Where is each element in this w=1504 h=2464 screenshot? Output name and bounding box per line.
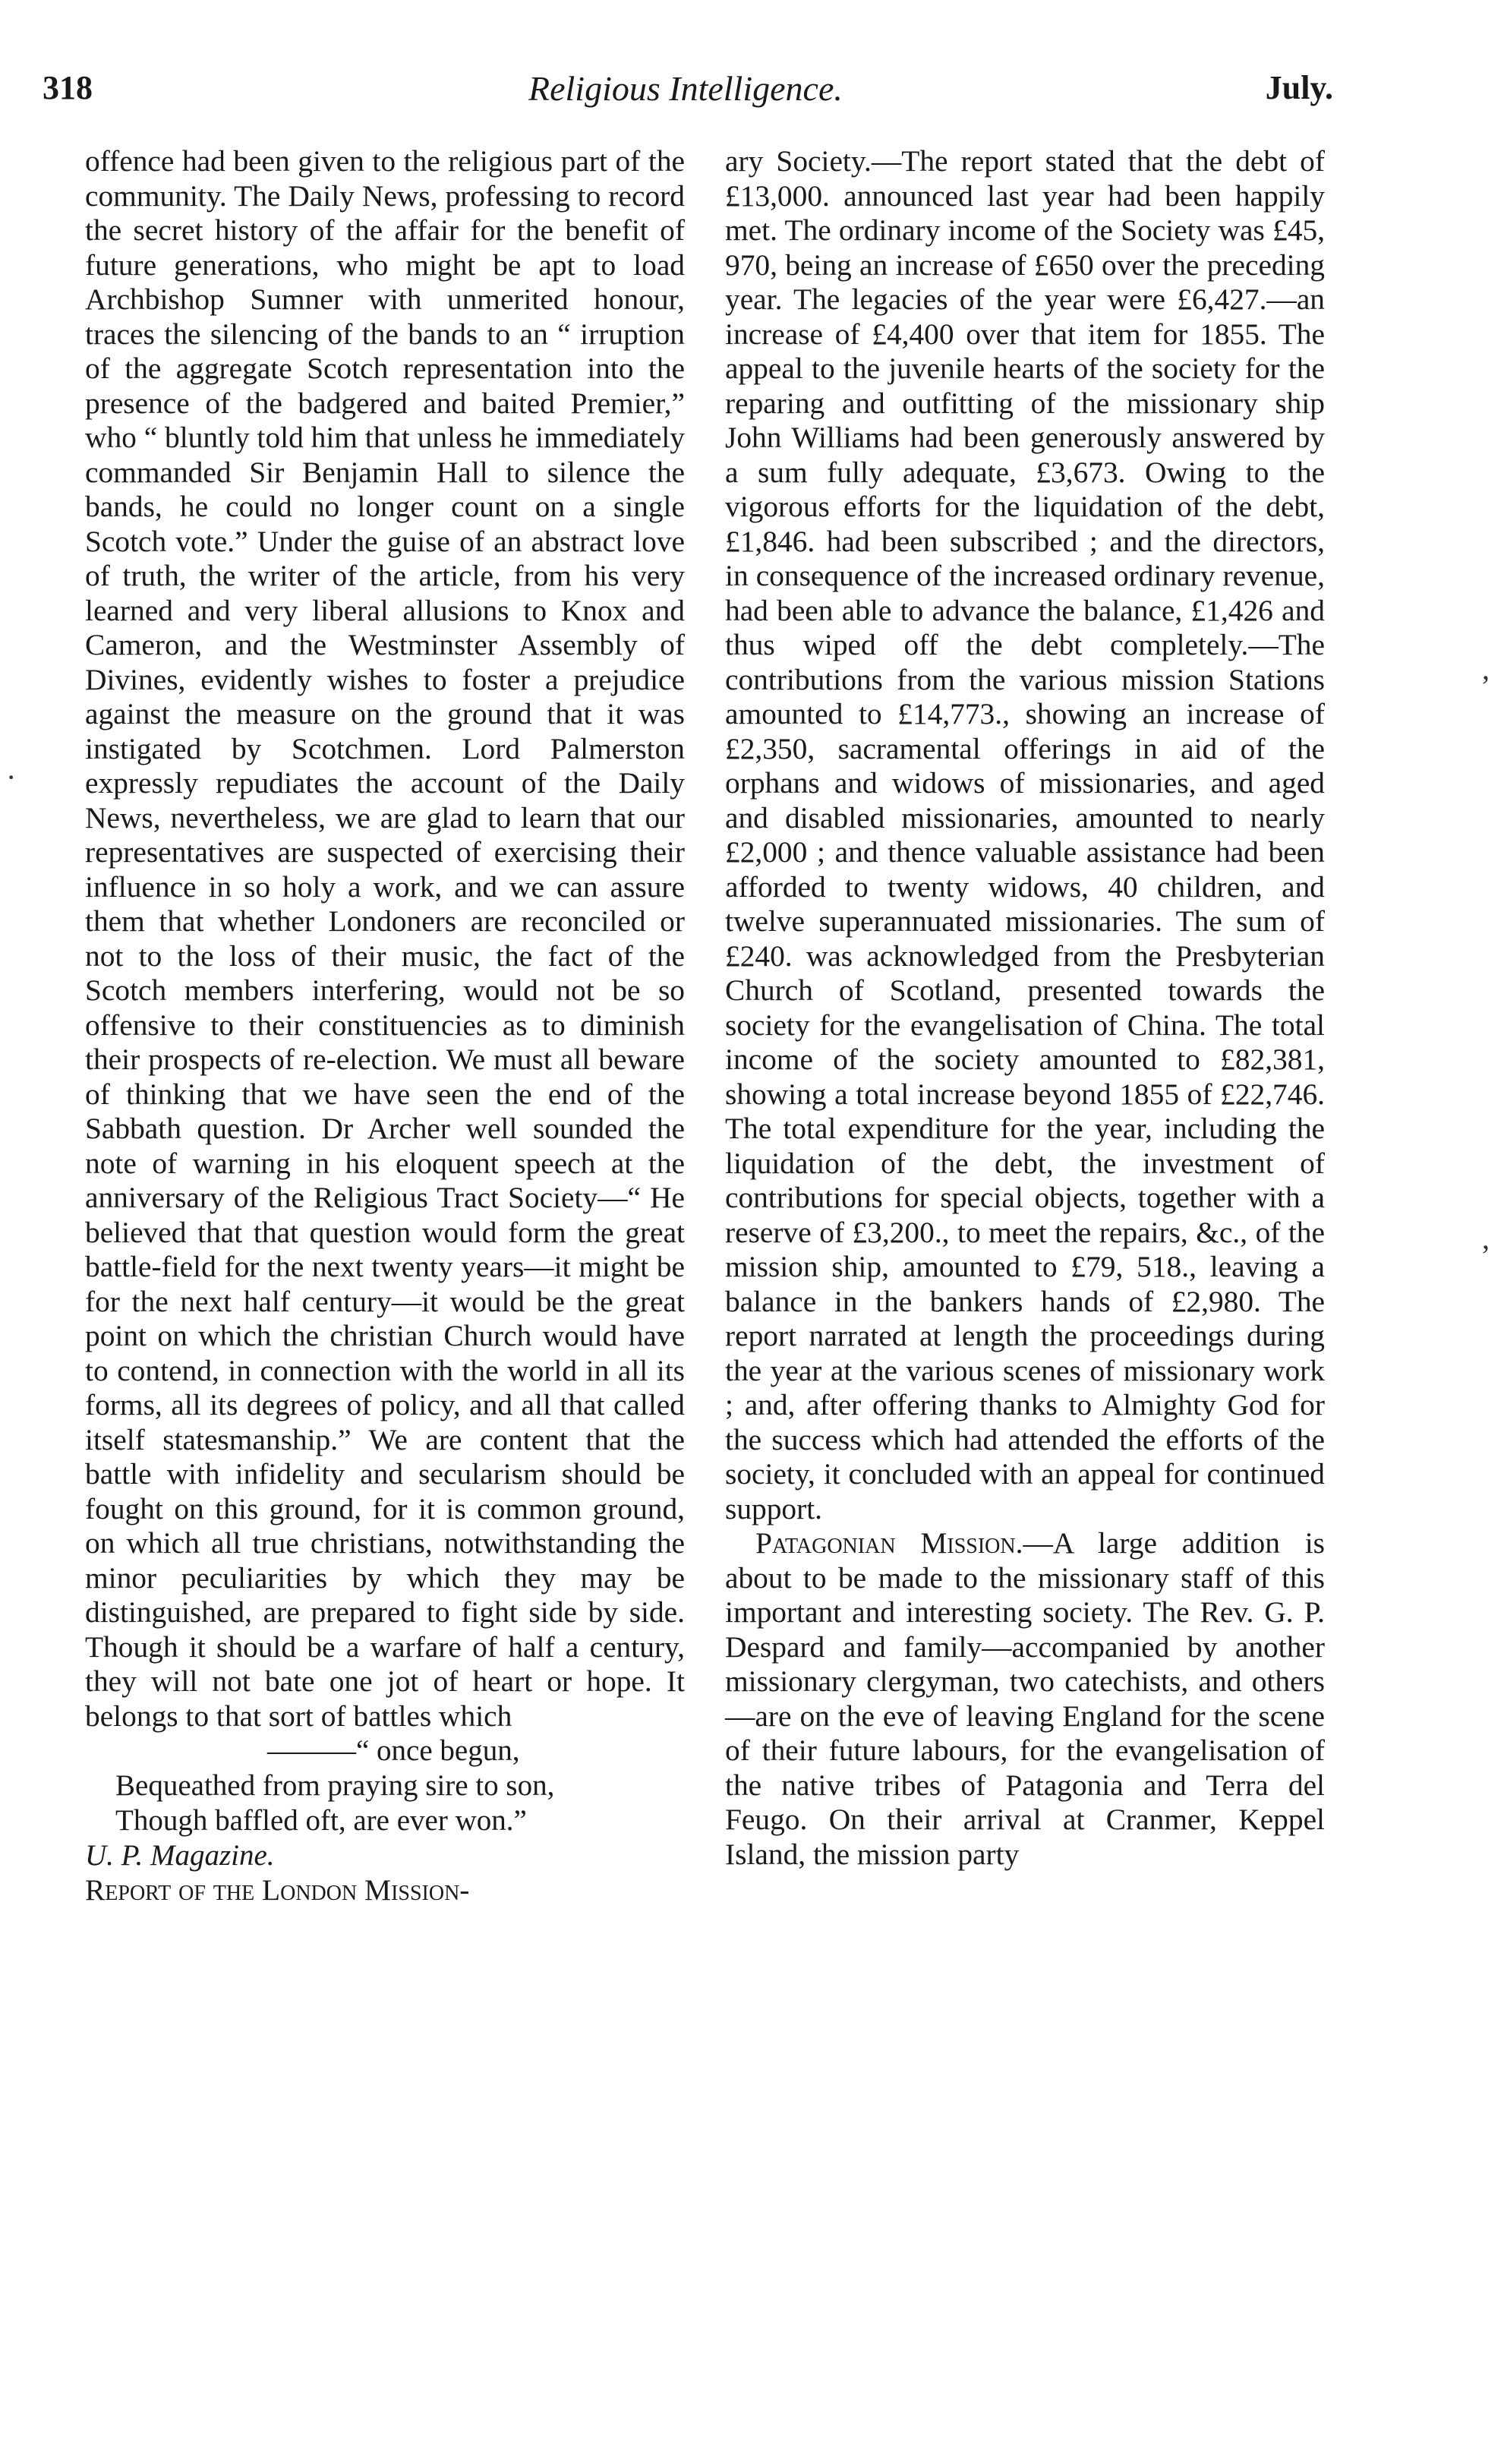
patagonian-mission-heading: Patagonian Mission. xyxy=(755,1526,1023,1560)
running-month: July. xyxy=(1265,69,1333,106)
patagonian-mission-text: —A large addition is about to be made to the missionary staff of this important and interesting society. The Rev. G. P. Despard and family—accompanied by another missionary clergyman, two catechists, and others—are on the eve of leaving England for the scene of their future labours, for the evangelisation of the native tribes of Patagonia and Terra del Feugo. On their arrival at Cranmer, Keppel Island, the mission party xyxy=(725,1526,1325,1871)
running-head xyxy=(43,68,1333,121)
page-number: 318 xyxy=(43,69,93,106)
verse-line-1: ———“ once begun, xyxy=(267,1734,520,1767)
right-column xyxy=(725,144,1325,1872)
verse-attribution: U. P. Magazine. xyxy=(85,1839,275,1872)
margin-mark: ’ xyxy=(1480,669,1491,703)
left-paragraph: offence had been given to the religious part of the community. The Daily News, professing to record the secret history of the affair for the benefit of future generations, who might be apt to load Archbishop Sumner with unmerited honour, traces the silencing of the bands to an “ irruption of the aggregate Scotch representation into the presence of the badgered and baited Premier,” who “ bluntly told him that unless he immediately commanded Sir Benjamin Hall to silence the bands, he could no longer count on a single Scotch vote.” Under the guise of an abstract love of truth, the writer of the article, from his very learned and very liberal allusions to Knox and Cameron, and the Westminster Assembly of Divines, evidently wishes to foster a prejudice against the measure on the ground that it was instigated by Scotchmen. Lord Palmerston expressly repudiates the account of the Daily News, nevertheless, we are glad to learn that our representatives are suspected of exercising their influence in so holy a work, and we can assure them that whether Londoners are reconciled or not to the loss of their music, the fact of the Scotch members interfering, would not be so offensive to their constituencies as to diminish their prospects of re-election. We must all beware of thinking that we have seen the end of the Sabbath question. Dr Archer well sounded the note of warning in his eloquent speech at the anniversary of the Religious Tract Society—“ He believed that that question would form the great battle-field for the next twenty years—it might be for the next half century—it would be the great point on which the christian Church would have to contend, in connection with the world in all its forms, all its degrees of policy, and all that called itself statesmanship.” We are content that the battle with infidelity and secularism should be fought on this ground, for it is common ground, on which all true christians, notwithstanding the minor peculiarities by which they may be distinguished, are prepared to fight side by side. Though it should be a warfare of half a century, they will not bate one jot of heart or hope. It belongs to that sort of battles which xyxy=(85,144,685,1733)
report-heading: Report of the London Mission- xyxy=(85,1873,470,1907)
london-mission-report: ary Society.—The report stated that the debt of £13,000. announced last year had been happily met. The ordinary income of the Society was £45, 970, being an increase of £650 over the preceding year. The legacies of the year were £6,427.—an increase of £4,400 over that item for 1855. The appeal to the juvenile hearts of the society for the reparing and outfitting of the missionary ship John Williams had been generously answered by a sum fully adequate, £3,673. Owing to the vigorous efforts for the liquidation of the debt, £1,846. had been subscribed ; and the directors, in consequence of the increased ordinary revenue, had been able to advance the balance, £1,426 and thus wiped off the debt completely.—The contributions from the various mission Stations amounted to £14,773., showing an increase of £2,350, sacramental offerings in aid of the orphans and widows of missionaries, and aged and disabled missionaries, amounted to nearly £2,000 ; and thence valuable assistance had been afforded to twenty widows, 40 children, and twelve superannuated missionaries. The sum of £240. was acknowledged from the Presbyterian Church of Scotland, presented towards the society for the evangelisation of China. The total income of the society amounted to £82,381, showing a total increase beyond 1855 of £22,746. The total expenditure for the year, including the liquidation of the debt, the investment of contributions for special objects, together with a reserve of £3,200., to meet the repairs, &c., of the mission ship, amounted to £79, 518., leaving a balance in the bankers hands of £2,980. The report narrated at length the proceedings during the year at the various scenes of missionary work ; and, after offering thanks to Almighty God for the success which had attended the efforts of the society, it concluded with an appeal for continued support. xyxy=(725,144,1325,1525)
left-column xyxy=(85,144,685,1908)
running-title: Religious Intelligence. xyxy=(528,69,843,108)
verse-line-3: Though baffled oft, are ever won.” xyxy=(115,1804,527,1837)
margin-mark: ’ xyxy=(1480,1238,1491,1273)
margin-mark: · xyxy=(6,760,17,794)
patagonian-mission-paragraph xyxy=(725,1526,1325,1872)
verse-line-2: Bequeathed from praying sire to son, xyxy=(115,1769,555,1802)
